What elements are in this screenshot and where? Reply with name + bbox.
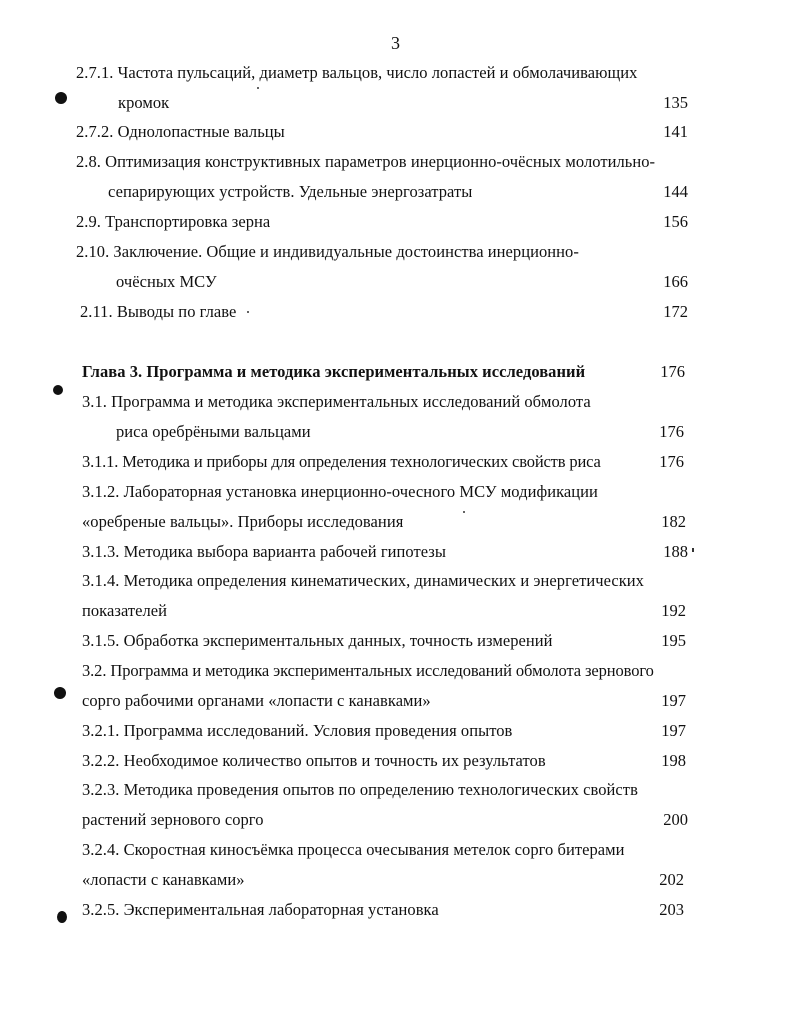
toc-entry-text: 2.11. Выводы по главе [80,302,237,321]
ink-speck [692,548,694,552]
toc-entry-text-continued: риса оребрёными вальцами [116,422,311,441]
toc-entry-text-continued: показателей [82,601,168,620]
toc-entry-text: 3.2.1. Программа исследований. Условия проведения опытов [82,721,513,740]
toc-entry-text-continued: «лопасти с канавками» [82,870,245,889]
ink-speck [257,87,259,89]
toc-entry-text: 3.2.4. Скоростная киносъёмка процесса очесывания метелок сорго битерами [82,840,625,859]
toc-entry-page: 176 [660,362,685,381]
toc-entry-text: 3.1.1. Методика и приборы для определения технологических свойств риса [82,452,601,471]
toc-entry-page: 141 [663,122,688,141]
toc-entry-page: 200 [663,810,688,829]
toc-entry-text: 3.2.5. Экспериментальная лабораторная установка [82,900,439,919]
toc-entry-text: 3.1.3. Методика выбора варианта рабочей гипотезы [82,542,447,561]
toc-entry-page: 192 [661,601,686,620]
toc-entry-text: 3.2. Программа и методика экспериментальных исследований обмолота зернового [82,661,654,680]
toc-entry-page: 198 [661,751,686,770]
punch-hole-mark [55,92,67,104]
ink-speck [247,311,249,313]
toc-entry-page: 176 [659,452,684,471]
toc-entry-page: 197 [661,721,686,740]
punch-hole-mark [53,385,63,395]
page-number: 3 [391,33,400,53]
chapter-heading: Глава 3. Программа и методика экспериментальных исследований [82,362,586,381]
toc-entry-text: 3.1.5. Обработка экспериментальных данных, точность измерений [82,631,553,650]
toc-entry-text: 3.2.3. Методика проведения опытов по определению технологических свойств [82,780,638,799]
toc-entry-page: 195 [661,631,686,650]
toc-entry-text: 2.8. Оптимизация конструктивных параметров инерционно-очёсных молотильно- [76,152,656,171]
toc-entry-text: 3.1.4. Методика определения кинематических, динамических и энергетических [82,571,644,590]
toc-entry-text: 3.1. Программа и методика экспериментальных исследований обмолота [82,392,591,411]
toc-entry-page: 172 [663,302,688,321]
toc-entry-text-continued: сепарирующих устройств. Удельные энергозатраты [108,182,473,201]
toc-entry-text-continued: растений зернового сорго [82,810,264,829]
toc-entry-page: 156 [663,212,688,231]
toc-entry-text: 2.10. Заключение. Общие и индивидуальные достоинства инерционно- [76,242,579,261]
toc-entry-page: 135 [663,93,688,112]
toc-entry-text: 3.2.2. Необходимое количество опытов и точность их результатов [82,751,546,770]
toc-entry-text: 2.7.1. Частота пульсаций, диаметр вальцов, число лопастей и обмолачивающих [76,63,638,82]
ink-speck [463,511,465,513]
toc-entry-page: 176 [659,422,684,441]
toc-entry-page: 202 [659,870,684,889]
toc-entry-text-continued: «оребреные вальцы». Приборы исследования [82,512,404,531]
punch-hole-mark [54,687,66,699]
punch-hole-mark [57,911,67,923]
toc-entry-page: 203 [659,900,684,919]
toc-entry-page: 144 [663,182,688,201]
toc-entry-page: 188 [663,542,688,561]
toc-entry-page: 166 [663,272,688,291]
toc-entry-page: 182 [661,512,686,531]
toc-entry-text-continued: сорго рабочими органами «лопасти с канавками» [82,691,431,710]
toc-entry-text-continued: очёсных МСУ [116,272,217,291]
toc-entry-text-continued: кромок [118,93,170,112]
toc-entry-text: 2.9. Транспортировка зерна [76,212,271,231]
toc-entry-page: 197 [661,691,686,710]
toc-entry-text: 3.1.2. Лабораторная установка инерционно-очесного МСУ модификации [82,482,598,501]
toc-entry-text: 2.7.2. Однолопастные вальцы [76,122,285,141]
